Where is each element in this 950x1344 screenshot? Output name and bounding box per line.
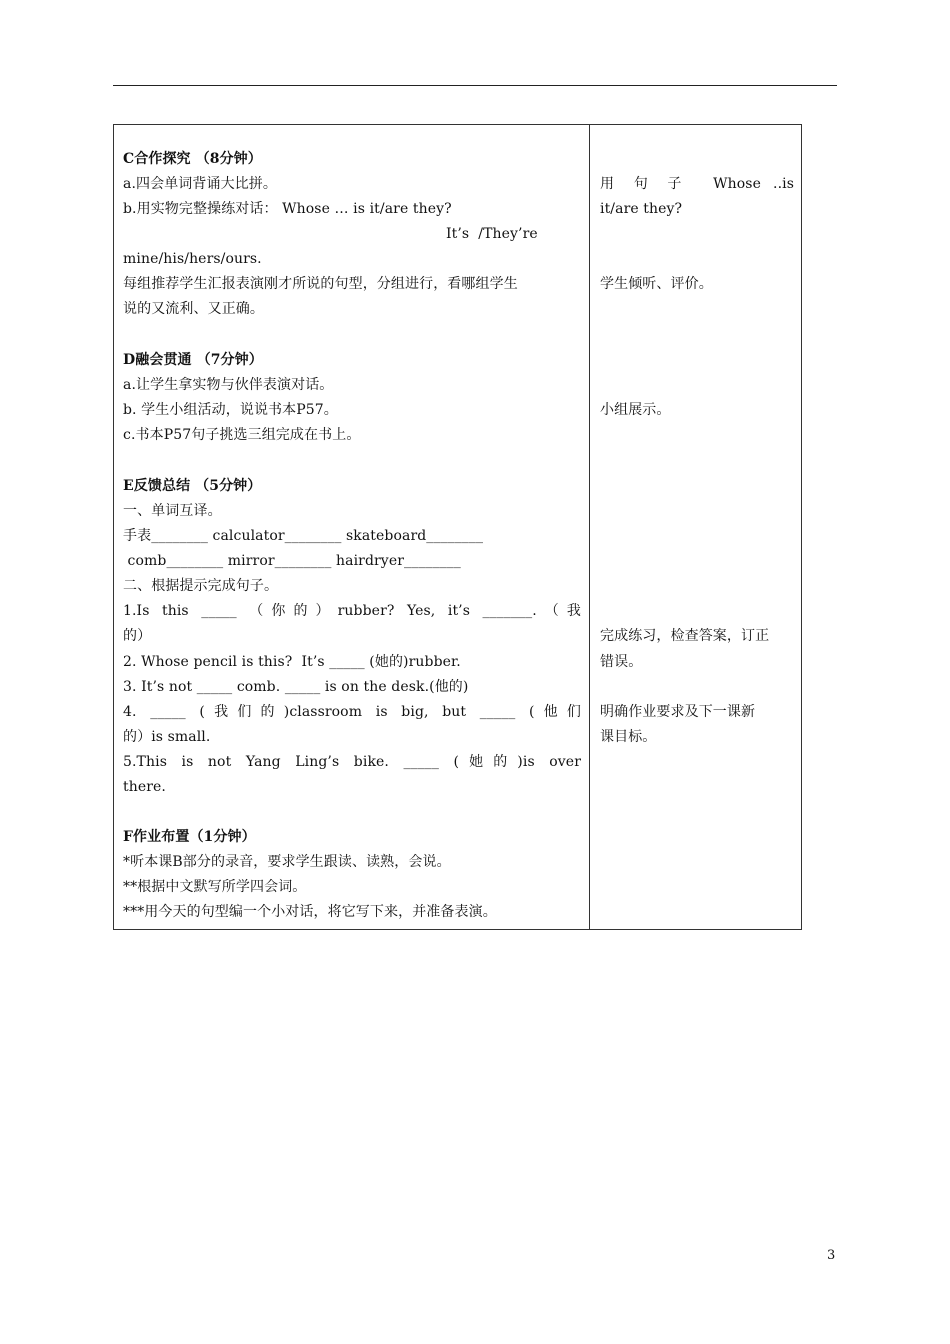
note-homework-goal: 明确作业要求及下一课新 <box>600 704 756 720</box>
note-complete-exercise: 完成练习，检查答案，订正 <box>600 628 770 644</box>
note-listen-evaluate: 学生倾听、评价。 <box>600 276 713 292</box>
section-d-heading: D融会贯通 （7分钟） <box>123 352 263 368</box>
note-sentence-pattern: 用 句 子 Whose ..is <box>600 176 794 192</box>
section-e-question4-cont: 的）is small. <box>123 729 211 745</box>
section-e-question5-cont: there. <box>123 779 166 795</box>
section-f-homework-1: *听本课B部分的录音，要求学生跟读、读熟，会说。 <box>123 854 451 870</box>
section-c-heading: C合作探究 （8分钟） <box>123 151 262 167</box>
section-e-question1-cont: 的） <box>123 628 152 644</box>
section-e-question4: 4. _____ (我们的)classroom is big, but _____ (他们 <box>123 704 581 720</box>
section-c-item-b: b.用实物完整操练对话： Whose … is it/are they? <box>123 201 452 217</box>
section-c-report-line2: 说的又流利、又正确。 <box>123 301 264 317</box>
note-complete-exercise-cont: 错误。 <box>600 654 643 670</box>
section-c-item-a: a.四会单词背诵大比拼。 <box>123 176 277 192</box>
note-sentence-pattern-cont: it/are they? <box>600 201 683 217</box>
note-homework-goal-cont: 课目标。 <box>600 729 657 745</box>
column-divider <box>589 125 590 929</box>
page-number: 3 <box>827 1248 836 1263</box>
section-e-words-line1: 手表________ calculator________ skateboard________ <box>123 528 484 544</box>
header-rule <box>113 85 837 86</box>
section-e-part1: 一、单词互译。 <box>123 503 222 519</box>
section-e-question2: 2. Whose pencil is this? It’s _____ (她的)rubber. <box>123 654 461 670</box>
section-c-item-b-cont2: mine/his/hers/ours. <box>123 251 262 267</box>
section-f-homework-3: ***用今天的句型编一个小对话，将它写下来，并准备表演。 <box>123 904 497 920</box>
section-e-question1: 1.Is this _____ （你的）rubber? Yes, it’s _______.（我 <box>123 603 581 619</box>
lesson-plan-table <box>113 124 802 930</box>
section-c-item-b-cont1: It’s /They’re <box>446 226 538 242</box>
section-d-item-c: c.书本P57句子挑选三组完成在书上。 <box>123 427 361 443</box>
section-c-report-line1: 每组推荐学生汇报表演刚才所说的句型，分组进行，看哪组学生 <box>123 276 518 292</box>
section-e-heading: E反馈总结 （5分钟） <box>123 478 262 494</box>
section-f-heading: F作业布置（1分钟） <box>123 829 256 845</box>
section-f-homework-2: **根据中文默写所学四会词。 <box>123 879 307 895</box>
section-e-part2: 二、根据提示完成句子。 <box>123 578 279 594</box>
section-d-item-a: a.让学生拿实物与伙伴表演对话。 <box>123 377 334 393</box>
section-e-question3: 3. It’s not _____ comb. _____ is on the desk.(他的) <box>123 679 469 695</box>
section-e-question5: 5.This is not Yang Ling’s bike. _____ (她的)is over <box>123 754 581 770</box>
note-group-show: 小组展示。 <box>600 402 671 418</box>
section-e-words-line2: comb________ mirror________ hairdryer________ <box>123 553 461 569</box>
section-d-item-b: b. 学生小组活动，说说书本P57。 <box>123 402 338 418</box>
